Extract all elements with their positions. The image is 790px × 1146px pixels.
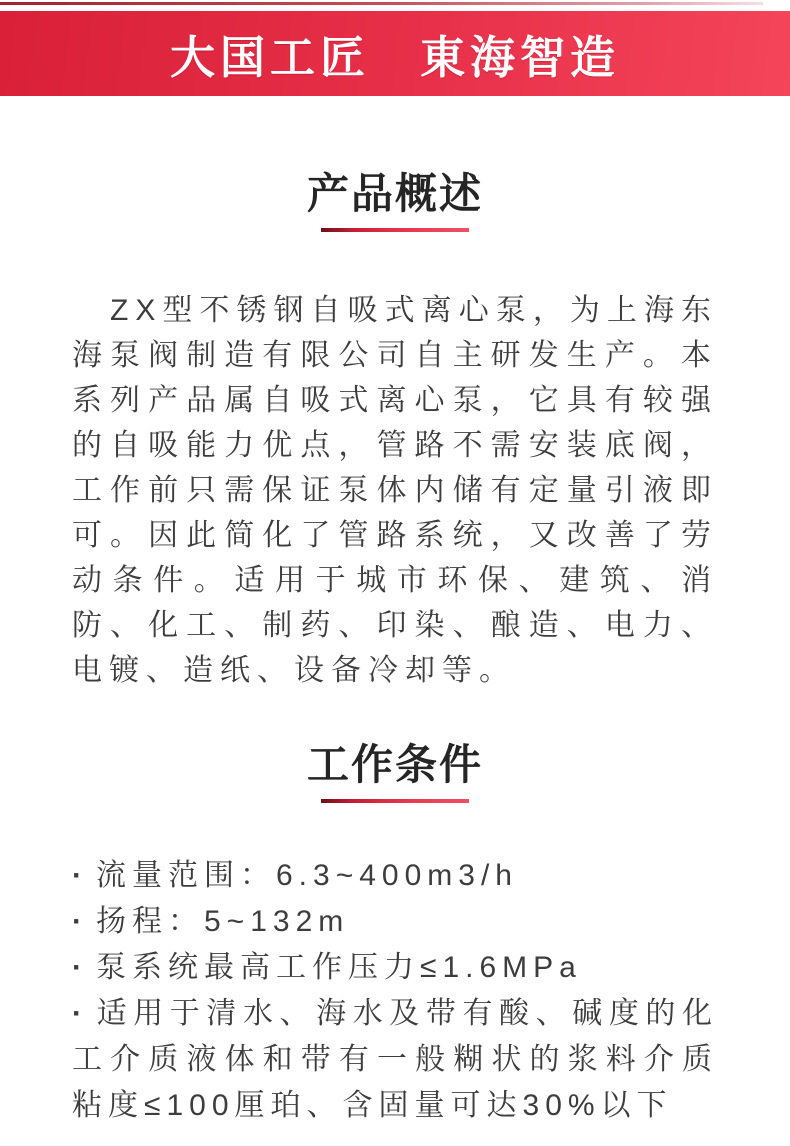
spec-max-pressure: 泵系统最高工作压力≤1.6MPa [96,951,582,984]
section-product-overview [0,168,790,693]
list-item [72,853,718,899]
bullet-dot-icon: · [72,997,82,1030]
section-title-product-overview: 产品概述 [306,170,483,217]
list-item [72,945,718,991]
bullet-dot-icon: · [72,905,82,938]
bullet-dot-icon: · [72,859,82,892]
title-underline [321,228,469,232]
spec-list [72,853,718,1129]
hero-banner [0,11,790,96]
list-item [72,899,718,945]
section-title-working-conditions: 工作条件 [306,741,483,788]
top-accent-strip [0,2,763,5]
spec-applicable-media: 适用于清水、海水及带有酸、碱度的化工介质液体和带有一般糊状的浆料介质粘度≤100厘珀、含固量可达30%以下 [72,997,718,1122]
spec-head-range: 扬程：5~132m [96,905,350,938]
product-overview-paragraph: ZX型不锈钢自吸式离心泵，为上海东海泵阀制造有限公司自主研发生产。本系列产品属自吸式离心泵，它具有较强的自吸能力优点，管路不需安装底阀，工作前只需保证泵体内储有定量引液即可。因此简化了管路系统，又改善了劳动条件。适用于城市环保、建筑、消防、化工、制药、印染、酿造、电力、电镀、造纸、设备冷却等。 [72,294,718,687]
section-working-conditions [0,739,790,1129]
list-item [72,991,718,1129]
spec-flow-range: 流量范围：6.3~400m3/h [96,859,518,892]
bullet-dot-icon: · [72,951,82,984]
banner-slogan: 大国工匠 東海智造 [169,32,620,83]
title-underline [321,799,469,803]
